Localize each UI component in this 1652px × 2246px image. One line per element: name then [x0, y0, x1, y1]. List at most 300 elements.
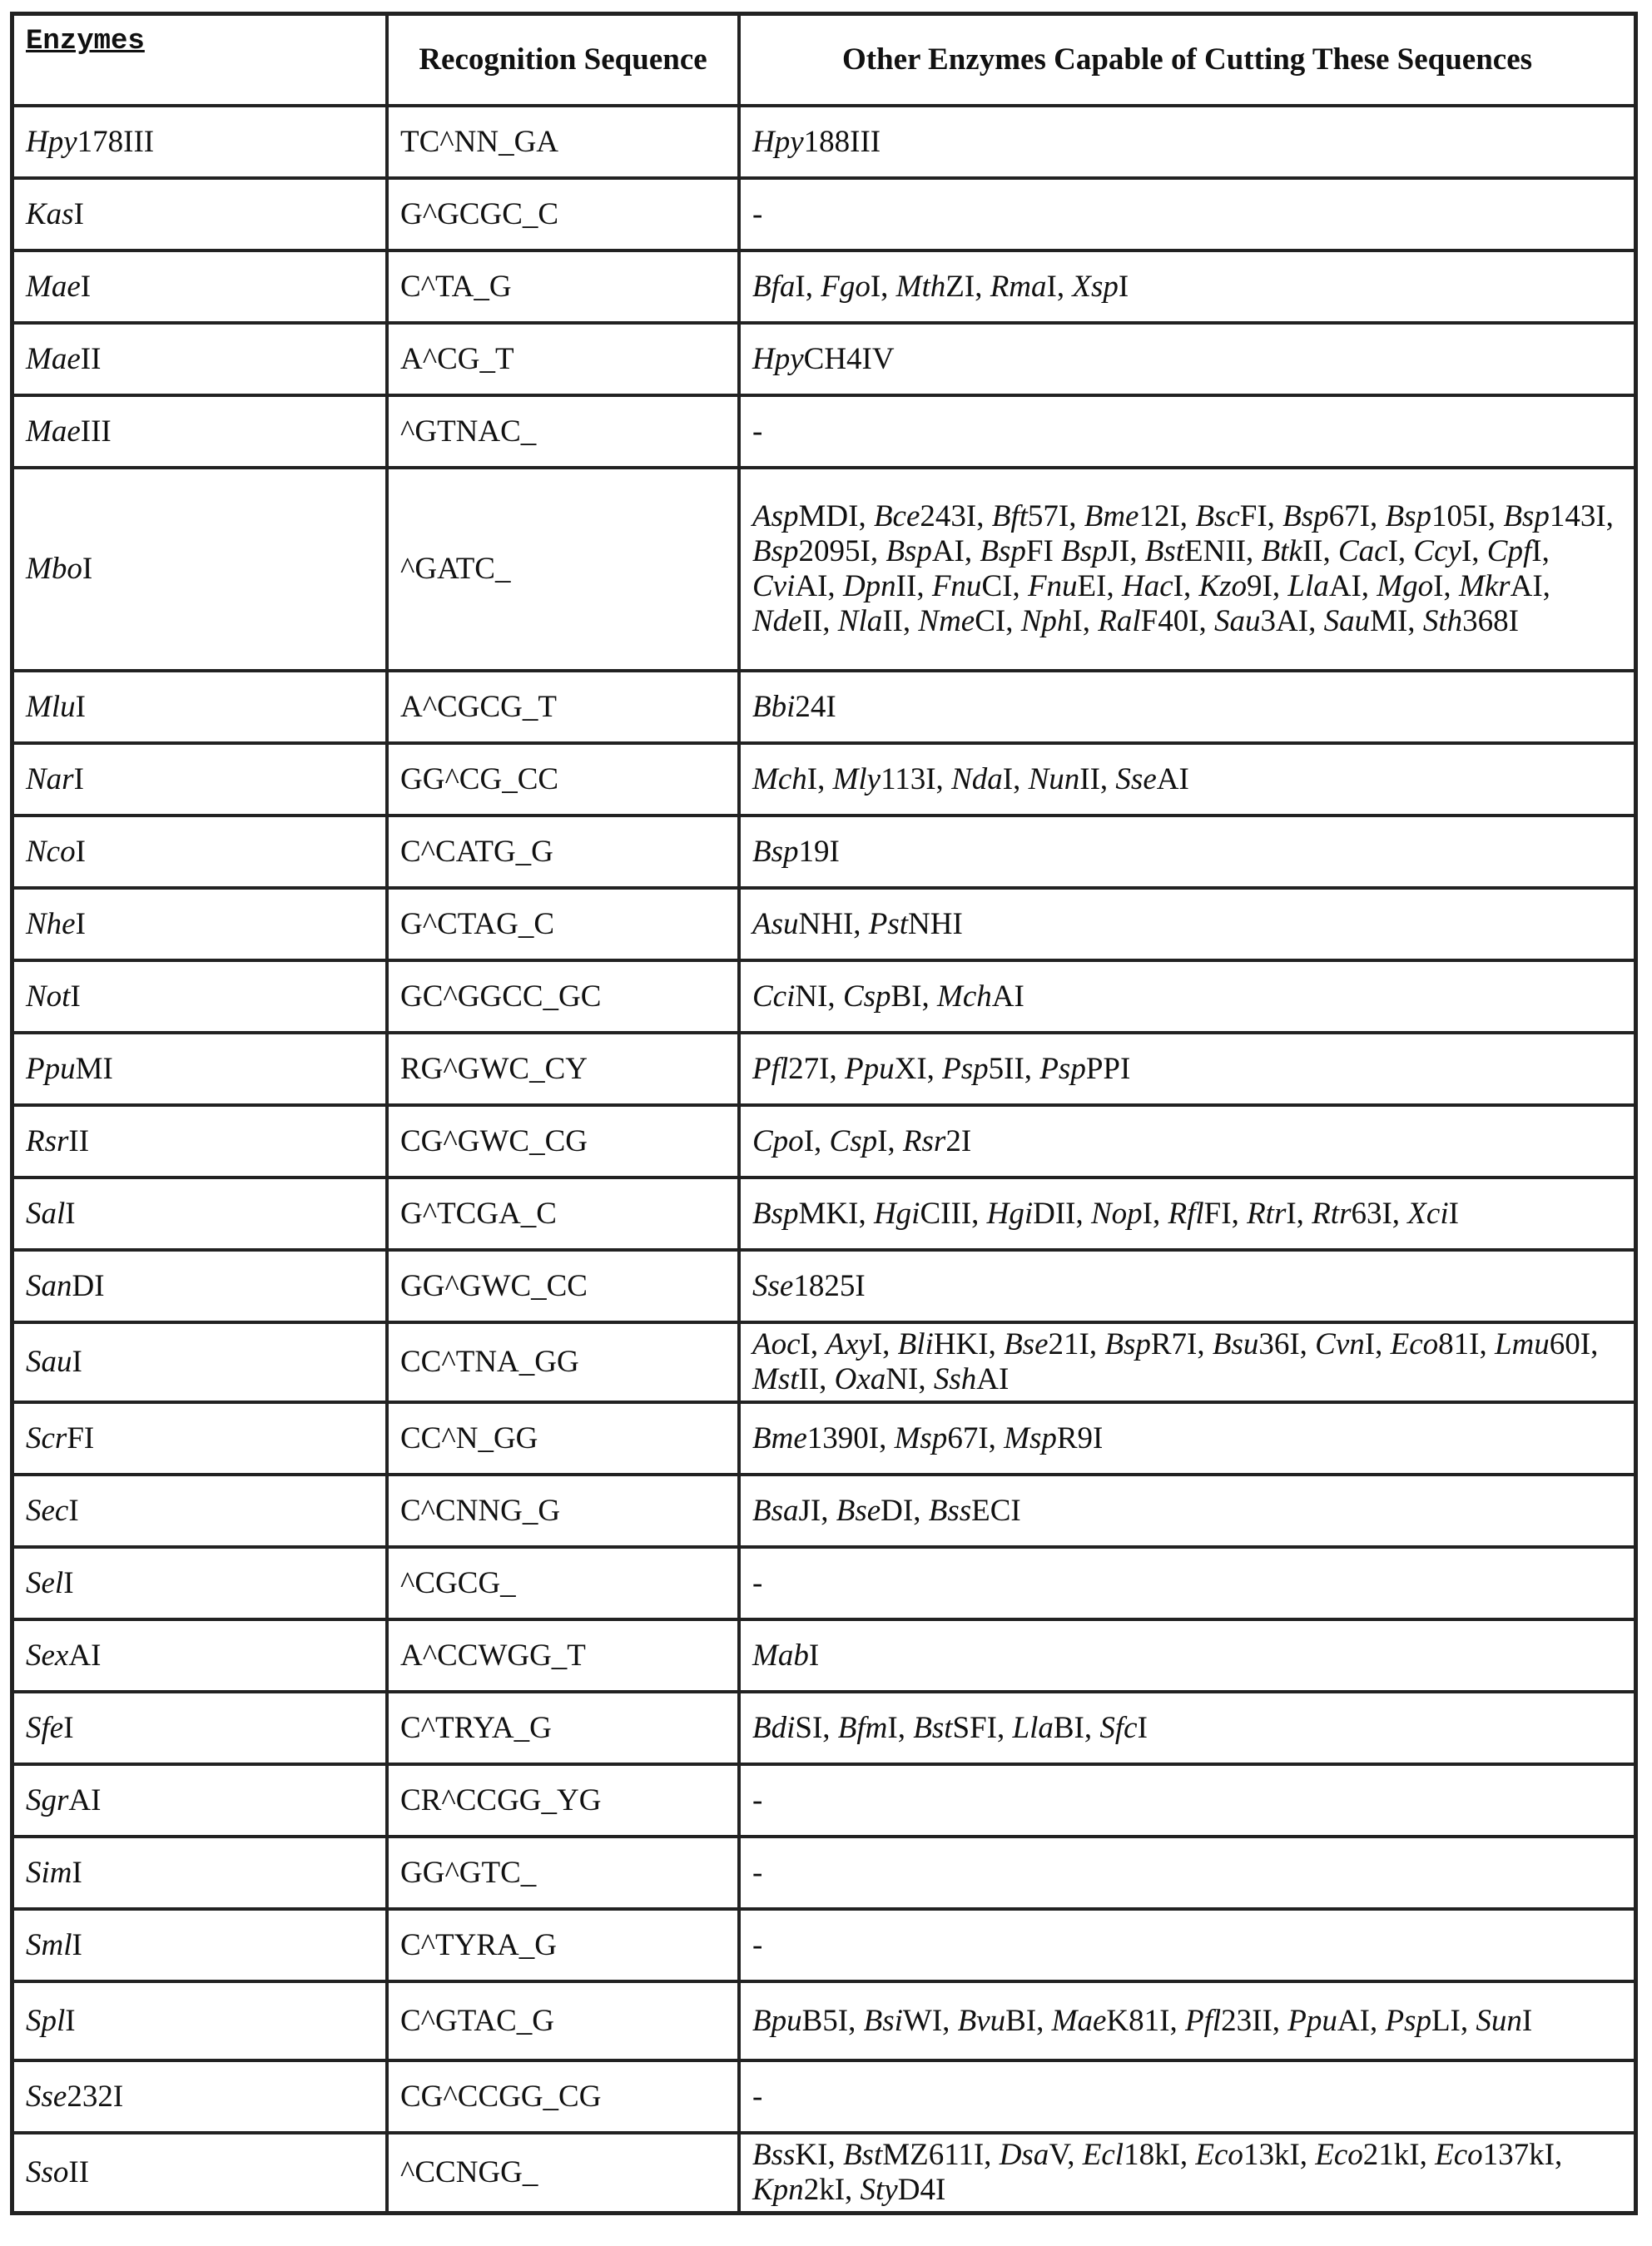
text-segment: Rtr	[1247, 1196, 1287, 1231]
text-segment: Eco	[1315, 2138, 1363, 2172]
text-segment: Sau	[26, 1345, 72, 1379]
text-segment: 2kI,	[803, 2173, 861, 2207]
text-segment: R7I,	[1150, 1327, 1213, 1361]
other-enzymes-cell	[739, 106, 1635, 178]
text-segment: Msp	[894, 1420, 948, 1455]
text-segment: 232I	[67, 2079, 124, 2114]
text-segment: -	[752, 1782, 763, 1817]
text-segment: Mch	[752, 761, 807, 796]
text-segment: I,	[871, 1327, 898, 1361]
text-segment: CI,	[975, 604, 1021, 638]
text-segment: Cpf	[1486, 534, 1532, 568]
other-enzymes-cell	[739, 1547, 1635, 1619]
text-segment: Sel	[26, 1565, 64, 1600]
text-segment: I,	[795, 269, 821, 304]
text-segment: HKI,	[933, 1327, 1005, 1361]
recognition-sequence-cell: C^CNNG_G	[387, 1475, 739, 1547]
text-segment: Mth	[895, 269, 946, 304]
text-segment: Sfc	[1099, 1710, 1138, 1745]
text-segment: I,	[806, 761, 833, 796]
other-enzymes-cell	[739, 2133, 1635, 2213]
text-segment: Bsp	[1282, 499, 1329, 533]
text-segment: I	[808, 1638, 820, 1673]
text-segment: Sau	[1214, 604, 1261, 638]
text-segment: Rsr	[902, 1123, 946, 1158]
text-segment: Rsr	[26, 1123, 69, 1158]
text-segment: Nop	[1090, 1196, 1143, 1231]
text-segment: Bst	[913, 1710, 953, 1745]
text-segment: I,	[1002, 761, 1029, 796]
enzyme-cell	[12, 1692, 387, 1764]
text-segment: 18kI,	[1124, 2138, 1196, 2172]
text-segment: I	[80, 269, 92, 304]
enzyme-cell	[12, 1619, 387, 1692]
table-row	[12, 1837, 1635, 1909]
recognition-sequence-cell: ^CCNGG_	[387, 2133, 739, 2213]
text-segment: I	[72, 1345, 82, 1379]
enzyme-cell	[12, 816, 387, 888]
text-segment: BI,	[890, 979, 938, 1014]
text-segment: Hpy	[26, 124, 77, 159]
recognition-sequence-cell: A^CCWGG_T	[387, 1619, 739, 1692]
text-segment: 19I	[798, 834, 840, 869]
enzyme-cell	[12, 1909, 387, 1981]
recognition-sequence-cell: A^CG_T	[387, 323, 739, 395]
text-segment: Btk	[1261, 534, 1302, 568]
recognition-sequence-cell: G^CTAG_C	[387, 888, 739, 960]
table-row	[12, 671, 1635, 743]
text-segment: Sse	[752, 1268, 794, 1303]
enzyme-cell	[12, 671, 387, 743]
text-segment: Bdi	[752, 1710, 796, 1745]
text-segment: WI,	[902, 2003, 958, 2038]
text-segment: Fgo	[821, 269, 871, 304]
text-segment: I	[73, 196, 84, 231]
text-segment: FI,	[1239, 499, 1283, 533]
text-segment: Fnu	[1027, 569, 1078, 603]
recognition-sequence-cell: GC^GGCC_GC	[387, 960, 739, 1033]
table-row	[12, 106, 1635, 178]
text-segment: Bsp	[1061, 534, 1108, 568]
recognition-sequence-cell: GG^CG_CC	[387, 743, 739, 816]
enzyme-cell	[12, 1322, 387, 1402]
enzyme-table	[10, 12, 1638, 2215]
text-segment: Nla	[837, 604, 883, 638]
text-segment: Nda	[951, 761, 1003, 796]
recognition-sequence-cell: CG^CCGG_CG	[387, 2060, 739, 2133]
text-segment: Kas	[26, 196, 74, 231]
text-segment: 13kI,	[1243, 2138, 1316, 2172]
table-row	[12, 1909, 1635, 1981]
text-segment: I	[1137, 1710, 1148, 1745]
text-segment: PPI	[1085, 1051, 1131, 1086]
text-segment: II	[68, 1123, 90, 1158]
text-segment: Hgi	[986, 1196, 1034, 1231]
text-segment: CH4IV	[803, 341, 895, 376]
text-segment: Lla	[1287, 569, 1329, 603]
text-segment: Eco	[1390, 1327, 1439, 1361]
text-segment: I	[73, 761, 84, 796]
text-segment: Mly	[832, 761, 881, 796]
text-segment: Pst	[868, 906, 909, 941]
text-segment: -	[752, 196, 763, 231]
text-segment: D4I	[897, 2173, 946, 2207]
text-segment: AI	[68, 1638, 102, 1673]
table-row	[12, 960, 1635, 1033]
text-segment: V,	[1049, 2138, 1083, 2172]
text-segment: I	[1448, 1196, 1459, 1231]
text-segment: ECI	[971, 1493, 1021, 1528]
text-segment: 24I	[795, 689, 836, 724]
text-segment: Bsp	[752, 534, 799, 568]
text-segment: Ppu	[26, 1051, 76, 1086]
text-segment: FI	[67, 1420, 95, 1455]
text-segment: Ppu	[845, 1051, 895, 1086]
text-segment: Bsp	[1503, 499, 1550, 533]
other-enzymes-cell	[739, 323, 1635, 395]
header-other-enzymes: Other Enzymes Capable of Cutting These Sequences	[739, 14, 1635, 106]
text-segment: JI,	[1107, 534, 1145, 568]
text-segment: DII,	[1033, 1196, 1091, 1231]
text-segment: I,	[1173, 569, 1199, 603]
text-segment: Bvu	[957, 2003, 1006, 2038]
text-segment: II,	[801, 604, 838, 638]
text-segment: Bst	[842, 2138, 883, 2172]
recognition-sequence-cell: G^TCGA_C	[387, 1178, 739, 1250]
text-segment: Xsp	[1072, 269, 1119, 304]
text-segment: Mst	[752, 1362, 799, 1396]
text-segment: Bsp	[1385, 499, 1431, 533]
text-segment: Bce	[873, 499, 920, 533]
recognition-sequence-cell: A^CGCG_T	[387, 671, 739, 743]
text-segment: 178III	[77, 124, 155, 159]
text-segment: I	[70, 979, 81, 1014]
text-segment: III	[80, 414, 112, 449]
table-row	[12, 1981, 1635, 2060]
text-segment: I,	[800, 1327, 826, 1361]
text-segment: Nde	[752, 604, 802, 638]
text-segment: Ral	[1098, 604, 1141, 638]
text-segment: 137kI,	[1482, 2138, 1563, 2172]
text-segment: Rfl	[1168, 1196, 1204, 1231]
text-segment: Axy	[826, 1327, 872, 1361]
text-segment: 21kI,	[1362, 2138, 1436, 2172]
text-segment: LI,	[1431, 2003, 1476, 2038]
text-segment: Sml	[26, 1927, 72, 1962]
text-segment: NI,	[886, 1362, 934, 1396]
text-segment: II,	[1302, 534, 1338, 568]
text-segment: Hpy	[752, 341, 804, 376]
text-segment: AI	[976, 1362, 1010, 1396]
table-row	[12, 743, 1635, 816]
other-enzymes-cell	[739, 1105, 1635, 1178]
enzyme-cell	[12, 1764, 387, 1837]
text-segment: -	[752, 1927, 763, 1962]
text-segment: II,	[895, 569, 932, 603]
enzyme-cell	[12, 1105, 387, 1178]
text-segment: Mae	[26, 341, 81, 376]
text-segment: Scr	[26, 1420, 67, 1455]
text-segment: I,	[1433, 569, 1459, 603]
text-segment: Bsp	[752, 1196, 799, 1231]
text-segment: Bss	[752, 2138, 796, 2172]
enzyme-cell	[12, 323, 387, 395]
text-segment: Cvn	[1315, 1327, 1365, 1361]
text-segment: Sth	[1422, 604, 1463, 638]
text-segment: -	[752, 2079, 763, 2114]
other-enzymes-cell	[739, 2060, 1635, 2133]
text-segment: 67I,	[947, 1420, 1005, 1455]
text-segment: Cci	[752, 979, 796, 1014]
table-header	[12, 14, 1635, 106]
table-row	[12, 1475, 1635, 1547]
text-segment: I	[82, 552, 93, 586]
text-segment: -	[752, 1565, 763, 1600]
text-segment: Dsa	[999, 2138, 1049, 2172]
text-segment: Nph	[1020, 604, 1073, 638]
text-segment: NI,	[795, 979, 843, 1014]
text-segment: AI,	[1510, 569, 1550, 603]
enzyme-cell	[12, 1547, 387, 1619]
enzyme-cell	[12, 250, 387, 323]
recognition-sequence-cell: GG^GTC_	[387, 1837, 739, 1909]
text-segment: Sal	[26, 1196, 66, 1231]
text-segment: 1825I	[793, 1268, 866, 1303]
enzyme-cell	[12, 468, 387, 671]
text-segment: Sex	[26, 1638, 69, 1673]
text-segment: Bss	[928, 1493, 972, 1528]
text-segment: I	[1118, 269, 1129, 304]
text-segment: 243I,	[920, 499, 992, 533]
text-segment: SI,	[795, 1710, 838, 1745]
text-segment: MDI,	[798, 499, 874, 533]
text-segment: Ecl	[1082, 2138, 1124, 2172]
recognition-sequence-cell: ^GTNAC_	[387, 395, 739, 468]
text-segment: I	[1521, 2003, 1533, 2038]
text-segment: Eco	[1435, 2138, 1483, 2172]
text-segment: Bsa	[752, 1493, 799, 1528]
text-segment: 67I,	[1328, 499, 1386, 533]
text-segment: Pfl	[1184, 2003, 1222, 2038]
text-segment: AI,	[1328, 569, 1377, 603]
text-segment: Sim	[26, 1855, 72, 1890]
enzyme-cell	[12, 1033, 387, 1105]
other-enzymes-cell	[739, 1402, 1635, 1475]
recognition-sequence-cell: TC^NN_GA	[387, 106, 739, 178]
text-segment: Not	[26, 979, 71, 1014]
text-segment: Mae	[26, 269, 81, 304]
text-segment: Cpo	[752, 1123, 804, 1158]
recognition-sequence-cell: CR^CCGG_YG	[387, 1764, 739, 1837]
other-enzymes-cell	[739, 1981, 1635, 2060]
table-row	[12, 1322, 1635, 1402]
text-segment: Lla	[1012, 1710, 1054, 1745]
text-segment: Bst	[1144, 534, 1185, 568]
text-segment: BI,	[1053, 1710, 1100, 1745]
text-segment: SFI,	[952, 1710, 1013, 1745]
text-segment: 63I,	[1351, 1196, 1408, 1231]
text-segment: 3AI,	[1260, 604, 1324, 638]
text-segment: Bme	[752, 1420, 807, 1455]
enzyme-cell	[12, 178, 387, 250]
recognition-sequence-cell: C^TA_G	[387, 250, 739, 323]
text-segment: Mae	[1051, 2003, 1107, 2038]
recognition-sequence-cell: C^CATG_G	[387, 816, 739, 888]
other-enzymes-cell	[739, 816, 1635, 888]
recognition-sequence-cell: CG^GWC_CG	[387, 1105, 739, 1178]
text-segment: CI,	[981, 569, 1028, 603]
text-segment: MZ611I,	[882, 2138, 1000, 2172]
other-enzymes-cell	[739, 1250, 1635, 1322]
enzyme-cell	[12, 960, 387, 1033]
text-segment: AI	[1156, 761, 1189, 796]
text-segment: MKI,	[798, 1196, 874, 1231]
text-segment: Kpn	[752, 2173, 804, 2207]
enzyme-cell	[12, 1475, 387, 1547]
text-segment: -	[752, 1855, 763, 1890]
text-segment: NHI,	[798, 906, 869, 941]
text-segment: I	[75, 906, 86, 941]
text-segment: 5II,	[988, 1051, 1040, 1086]
text-segment: 1390I,	[806, 1420, 895, 1455]
text-segment: Mlu	[26, 689, 76, 724]
text-segment: Sau	[1323, 604, 1371, 638]
text-segment: JI,	[798, 1493, 836, 1528]
other-enzymes-cell	[739, 468, 1635, 671]
text-segment: Bft	[991, 499, 1028, 533]
table-row	[12, 1033, 1635, 1105]
enzyme-cell	[12, 2060, 387, 2133]
text-segment: Ppu	[1287, 2003, 1337, 2038]
table-row	[12, 1619, 1635, 1692]
text-segment: Hac	[1121, 569, 1173, 603]
enzyme-cell	[12, 395, 387, 468]
other-enzymes-cell	[739, 1764, 1635, 1837]
text-segment: Fnu	[931, 569, 982, 603]
other-enzymes-cell	[739, 1033, 1635, 1105]
text-segment: XI,	[894, 1051, 943, 1086]
other-enzymes-cell	[739, 960, 1635, 1033]
text-segment: Oxa	[834, 1362, 886, 1396]
enzyme-cell	[12, 1402, 387, 1475]
table-row	[12, 816, 1635, 888]
text-segment: Ccy	[1413, 534, 1461, 568]
other-enzymes-cell	[739, 1475, 1635, 1547]
recognition-sequence-cell: CC^N_GG	[387, 1402, 739, 1475]
text-segment: Sgr	[26, 1782, 69, 1817]
text-segment: I	[65, 1196, 76, 1231]
text-segment: Bsp	[1104, 1327, 1151, 1361]
text-segment: I,	[1364, 1327, 1391, 1361]
text-segment: I	[72, 1927, 82, 1962]
text-segment: Nhe	[26, 906, 76, 941]
table-row	[12, 1178, 1635, 1250]
text-segment: Bme	[1084, 499, 1139, 533]
text-segment: 188III	[803, 124, 881, 159]
text-segment: I,	[1387, 534, 1414, 568]
other-enzymes-cell	[739, 1909, 1635, 1981]
text-segment: Nco	[26, 834, 76, 869]
enzyme-cell	[12, 743, 387, 816]
text-segment: NHI	[908, 906, 963, 941]
text-segment: Msp	[1004, 1420, 1057, 1455]
text-segment: Bsp	[752, 834, 799, 869]
other-enzymes-cell	[739, 1619, 1635, 1692]
other-enzymes-cell	[739, 178, 1635, 250]
text-segment: II,	[1079, 761, 1116, 796]
other-enzymes-cell	[739, 395, 1635, 468]
text-segment: II,	[798, 1362, 835, 1396]
other-enzymes-cell	[739, 743, 1635, 816]
text-segment: Asu	[752, 906, 799, 941]
recognition-sequence-cell: RG^GWC_CY	[387, 1033, 739, 1105]
text-segment: Sse	[1115, 761, 1157, 796]
header-enzymes: Enzymes	[12, 14, 387, 106]
text-segment: 23II,	[1221, 2003, 1288, 2038]
enzyme-table-container	[10, 12, 1638, 2215]
text-segment: I	[68, 1493, 79, 1528]
text-segment: Nme	[918, 604, 975, 638]
text-segment: F40I,	[1140, 604, 1215, 638]
text-segment: AI,	[795, 569, 843, 603]
text-segment: Lmu	[1494, 1327, 1550, 1361]
text-segment: I	[75, 834, 86, 869]
text-segment: 27I,	[788, 1051, 845, 1086]
text-segment: Csp	[842, 979, 891, 1014]
text-segment: Eco	[1195, 2138, 1243, 2172]
table-row	[12, 1692, 1635, 1764]
text-segment: Bfm	[837, 1710, 888, 1745]
text-segment: FI,	[1203, 1196, 1248, 1231]
recognition-sequence-cell: G^GCGC_C	[387, 178, 739, 250]
text-segment: II	[68, 2155, 90, 2189]
text-segment: CIII,	[920, 1196, 987, 1231]
text-segment: 113I,	[881, 761, 952, 796]
other-enzymes-cell	[739, 1837, 1635, 1909]
text-segment: 81I,	[1438, 1327, 1495, 1361]
text-segment: I,	[1046, 269, 1073, 304]
table-row	[12, 250, 1635, 323]
text-segment: Cac	[1337, 534, 1388, 568]
other-enzymes-cell	[739, 1692, 1635, 1764]
recognition-sequence-cell: GG^GWC_CC	[387, 1250, 739, 1322]
table-row	[12, 468, 1635, 671]
enzyme-cell	[12, 2133, 387, 2213]
enzyme-cell	[12, 106, 387, 178]
enzyme-cell	[12, 1837, 387, 1909]
table-row	[12, 1250, 1635, 1322]
recognition-sequence-cell: C^GTAC_G	[387, 1981, 739, 2060]
text-segment: I,	[1531, 534, 1550, 568]
text-segment: Nar	[26, 761, 74, 796]
other-enzymes-cell	[739, 671, 1635, 743]
text-segment: AI	[68, 1782, 102, 1817]
recognition-sequence-cell: ^CGCG_	[387, 1547, 739, 1619]
table-row	[12, 1547, 1635, 1619]
table-row	[12, 2133, 1635, 2213]
enzyme-cell	[12, 1981, 387, 2060]
recognition-sequence-cell: C^TYRA_G	[387, 1909, 739, 1981]
text-segment: Bse	[836, 1493, 881, 1528]
text-segment: KI,	[795, 2138, 843, 2172]
text-segment: 105I,	[1431, 499, 1504, 533]
table-row	[12, 888, 1635, 960]
text-segment: Bsc	[1195, 499, 1240, 533]
text-segment: Mch	[937, 979, 992, 1014]
text-segment: Psp	[1385, 2003, 1431, 2038]
text-segment: Bse	[1004, 1327, 1049, 1361]
text-segment: Kzo	[1198, 569, 1248, 603]
